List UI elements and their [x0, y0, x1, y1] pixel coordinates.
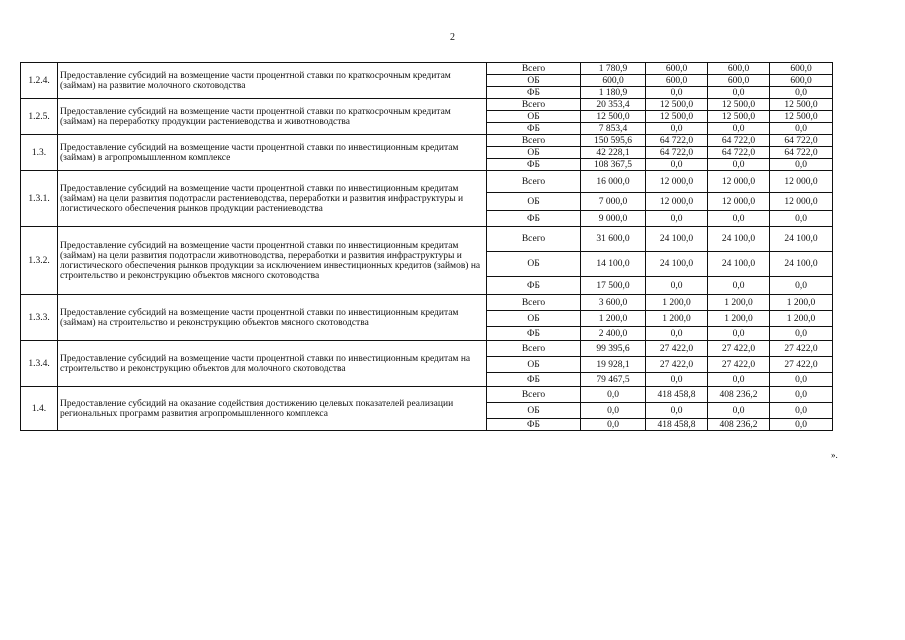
- amount-cell: 19 928,1: [581, 357, 646, 373]
- item-description: Предоставление субсидий на возмещение части процентной ставки по инвестиционным кредитам (займам) на цели развития подотрасли животноводства, переработки и развития инфраструктуры и логистического обеспечения рынков продукции за исключением инвестиционных кредитов (займов) на строительство и реконструкцию объектов мясного скотоводства: [58, 227, 487, 295]
- amount-cell: 12 500,0: [770, 99, 833, 111]
- amount-cell: 0,0: [646, 277, 708, 295]
- funding-source: ОБ: [487, 311, 581, 327]
- amount-cell: 0,0: [770, 373, 833, 387]
- table-row: [21, 295, 833, 311]
- table-row: [21, 135, 833, 147]
- amount-cell: 12 500,0: [770, 111, 833, 123]
- funding-source: Всего: [487, 387, 581, 403]
- amount-cell: 12 000,0: [646, 193, 708, 211]
- item-description: Предоставление субсидий на возмещение части процентной ставки по инвестиционным кредитам на строительство и реконструкцию объектов для молочного скотоводства: [58, 341, 487, 387]
- amount-cell: 1 200,0: [581, 311, 646, 327]
- funding-source: ОБ: [487, 403, 581, 419]
- funding-source: ОБ: [487, 193, 581, 211]
- amount-cell: 24 100,0: [770, 252, 833, 277]
- amount-cell: 0,0: [770, 327, 833, 341]
- amount-cell: 408 236,2: [708, 387, 770, 403]
- amount-cell: 0,0: [770, 211, 833, 227]
- funding-source: ОБ: [487, 357, 581, 373]
- amount-cell: 0,0: [770, 87, 833, 99]
- amount-cell: 24 100,0: [708, 227, 770, 252]
- amount-cell: 16 000,0: [581, 171, 646, 193]
- amount-cell: 24 100,0: [708, 252, 770, 277]
- amount-cell: 418 458,8: [646, 387, 708, 403]
- amount-cell: 31 600,0: [581, 227, 646, 252]
- amount-cell: 64 722,0: [708, 135, 770, 147]
- amount-cell: 9 000,0: [581, 211, 646, 227]
- amount-cell: 0,0: [646, 211, 708, 227]
- amount-cell: 1 200,0: [770, 295, 833, 311]
- amount-cell: 27 422,0: [770, 357, 833, 373]
- amount-cell: 64 722,0: [646, 147, 708, 159]
- amount-cell: 12 000,0: [770, 171, 833, 193]
- item-number: 1.3.4.: [21, 341, 58, 387]
- item-number: 1.3.3.: [21, 295, 58, 341]
- funding-source: ОБ: [487, 111, 581, 123]
- amount-cell: 79 467,5: [581, 373, 646, 387]
- item-description: Предоставление субсидий на возмещение части процентной ставки по инвестиционным кредитам (займам) на цели развития подотрасли растениеводства, переработки и развития инфраструктуры и логистического обеспечения рынков продукции растениеводства: [58, 171, 487, 227]
- amount-cell: 64 722,0: [646, 135, 708, 147]
- amount-cell: 0,0: [708, 403, 770, 419]
- funding-source: ФБ: [487, 373, 581, 387]
- amount-cell: 0,0: [646, 373, 708, 387]
- item-number: 1.3.: [21, 135, 58, 171]
- amount-cell: 0,0: [708, 123, 770, 135]
- table-row: [21, 171, 833, 193]
- amount-cell: 600,0: [646, 75, 708, 87]
- table-row: [21, 341, 833, 357]
- amount-cell: 600,0: [770, 63, 833, 75]
- amount-cell: 17 500,0: [581, 277, 646, 295]
- item-number: 1.4.: [21, 387, 58, 431]
- amount-cell: 12 500,0: [646, 111, 708, 123]
- amount-cell: 0,0: [581, 387, 646, 403]
- item-description: Предоставление субсидий на возмещение части процентной ставки по инвестиционным кредитам (займам) на строительство и реконструкцию объектов мясного скотоводства: [58, 295, 487, 341]
- amount-cell: 12 500,0: [581, 111, 646, 123]
- amount-cell: 99 395,6: [581, 341, 646, 357]
- amount-cell: 7 853,4: [581, 123, 646, 135]
- amount-cell: 408 236,2: [708, 419, 770, 431]
- amount-cell: 600,0: [770, 75, 833, 87]
- amount-cell: 20 353,4: [581, 99, 646, 111]
- table-row: [21, 99, 833, 111]
- funding-source: Всего: [487, 99, 581, 111]
- amount-cell: 0,0: [770, 403, 833, 419]
- amount-cell: 1 200,0: [646, 295, 708, 311]
- funding-source: ОБ: [487, 147, 581, 159]
- amount-cell: 27 422,0: [770, 341, 833, 357]
- amount-cell: 108 367,5: [581, 159, 646, 171]
- amount-cell: 0,0: [646, 87, 708, 99]
- table-row: [21, 387, 833, 403]
- amount-cell: 12 500,0: [708, 99, 770, 111]
- amount-cell: 0,0: [770, 419, 833, 431]
- funding-source: Всего: [487, 295, 581, 311]
- amount-cell: 0,0: [581, 419, 646, 431]
- amount-cell: 600,0: [708, 75, 770, 87]
- funding-source: Всего: [487, 171, 581, 193]
- funding-source: ФБ: [487, 277, 581, 295]
- funding-source: ФБ: [487, 123, 581, 135]
- amount-cell: 27 422,0: [646, 341, 708, 357]
- amount-cell: 1 200,0: [770, 311, 833, 327]
- item-description: Предоставление субсидий на возмещение части процентной ставки по краткосрочным кредитам (займам) на развитие молочного скотоводства: [58, 63, 487, 99]
- amount-cell: 24 100,0: [646, 252, 708, 277]
- amount-cell: 2 400,0: [581, 327, 646, 341]
- funding-source: Всего: [487, 227, 581, 252]
- amount-cell: 3 600,0: [581, 295, 646, 311]
- item-number: 1.2.5.: [21, 99, 58, 135]
- amount-cell: 24 100,0: [770, 227, 833, 252]
- amount-cell: 1 780,9: [581, 63, 646, 75]
- amount-cell: 0,0: [708, 211, 770, 227]
- amount-cell: 1 200,0: [708, 295, 770, 311]
- amount-cell: 0,0: [708, 327, 770, 341]
- amount-cell: 7 000,0: [581, 193, 646, 211]
- amount-cell: 1 180,9: [581, 87, 646, 99]
- item-number: 1.3.2.: [21, 227, 58, 295]
- funding-source: Всего: [487, 63, 581, 75]
- amount-cell: 0,0: [646, 403, 708, 419]
- amount-cell: 0,0: [708, 277, 770, 295]
- amount-cell: 12 500,0: [708, 111, 770, 123]
- amount-cell: 64 722,0: [708, 147, 770, 159]
- amount-cell: 27 422,0: [708, 357, 770, 373]
- budget-table: [20, 62, 833, 431]
- amount-cell: 1 200,0: [646, 311, 708, 327]
- amount-cell: 418 458,8: [646, 419, 708, 431]
- funding-source: Всего: [487, 341, 581, 357]
- amount-cell: 0,0: [770, 159, 833, 171]
- table-row: [21, 227, 833, 252]
- amount-cell: 12 000,0: [708, 193, 770, 211]
- funding-source: ФБ: [487, 87, 581, 99]
- item-number: 1.2.4.: [21, 63, 58, 99]
- amount-cell: 12 500,0: [646, 99, 708, 111]
- item-description: Предоставление субсидий на возмещение части процентной ставки по инвестиционным кредитам (займам) в агропромышленном комплексе: [58, 135, 487, 171]
- funding-source: ФБ: [487, 211, 581, 227]
- amount-cell: 0,0: [646, 159, 708, 171]
- amount-cell: 64 722,0: [770, 147, 833, 159]
- funding-source: ОБ: [487, 75, 581, 87]
- amount-cell: 0,0: [770, 277, 833, 295]
- amount-cell: 12 000,0: [646, 171, 708, 193]
- item-number: 1.3.1.: [21, 171, 58, 227]
- page-number: 2: [450, 32, 455, 43]
- amount-cell: 42 228,1: [581, 147, 646, 159]
- funding-source: Всего: [487, 135, 581, 147]
- funding-source: ФБ: [487, 327, 581, 341]
- amount-cell: 0,0: [646, 327, 708, 341]
- amount-cell: 1 200,0: [708, 311, 770, 327]
- funding-source: ФБ: [487, 419, 581, 431]
- amount-cell: 0,0: [708, 159, 770, 171]
- amount-cell: 24 100,0: [646, 227, 708, 252]
- amount-cell: 64 722,0: [770, 135, 833, 147]
- amount-cell: 27 422,0: [708, 341, 770, 357]
- table-row: [21, 63, 833, 75]
- amount-cell: 600,0: [708, 63, 770, 75]
- amount-cell: 0,0: [708, 87, 770, 99]
- amount-cell: 0,0: [581, 403, 646, 419]
- amount-cell: 12 000,0: [770, 193, 833, 211]
- amount-cell: 150 595,6: [581, 135, 646, 147]
- funding-source: ОБ: [487, 252, 581, 277]
- closing-mark: ».: [831, 450, 838, 460]
- amount-cell: 27 422,0: [646, 357, 708, 373]
- amount-cell: 0,0: [770, 387, 833, 403]
- funding-source: ФБ: [487, 159, 581, 171]
- item-description: Предоставление субсидий на оказание содействия достижению целевых показателей реализации региональных программ развития агропромышленного комплекса: [58, 387, 487, 431]
- amount-cell: 14 100,0: [581, 252, 646, 277]
- amount-cell: 0,0: [646, 123, 708, 135]
- item-description: Предоставление субсидий на возмещение части процентной ставки по краткосрочным кредитам (займам) на переработку продукции растениеводства и животноводства: [58, 99, 487, 135]
- amount-cell: 600,0: [581, 75, 646, 87]
- amount-cell: 600,0: [646, 63, 708, 75]
- amount-cell: 12 000,0: [708, 171, 770, 193]
- amount-cell: 0,0: [708, 373, 770, 387]
- amount-cell: 0,0: [770, 123, 833, 135]
